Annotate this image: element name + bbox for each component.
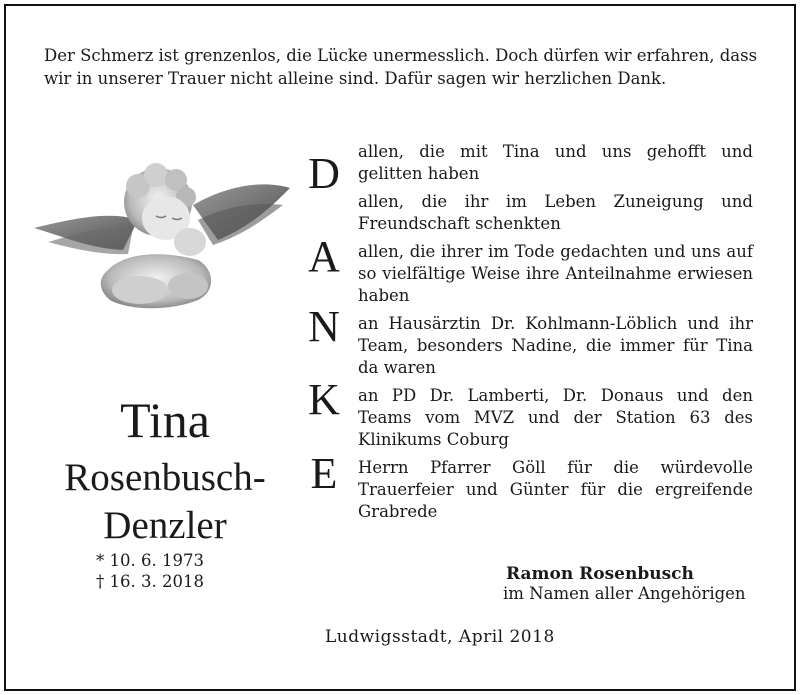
signer-subtitle: im Namen aller Angehörigen xyxy=(503,584,746,603)
danke-letter-e: E xyxy=(310,449,338,498)
place-date: Ludwigsstadt, April 2018 xyxy=(325,627,555,647)
thanks-entry-5: an PD Dr. Lamberti, Dr. Donaus und den Teams vom MVZ und der Station 63 des Klinikums Coburg xyxy=(358,386,753,449)
danke-letter-a: A xyxy=(308,232,340,281)
deceased-last-name-line1: Rosenbusch- xyxy=(64,456,266,499)
thanks-entry-1: allen, die mit Tina und uns gehofft und gelitten haben xyxy=(358,142,753,183)
signer-name: Ramon Rosenbusch xyxy=(506,564,694,584)
thanks-entry-2: allen, die ihr im Leben Zuneigung und Freundschaft schenkten xyxy=(358,192,753,233)
thanks-entry-4: an Hausärztin Dr. Kohlmann-Löblich und ihr Team, besonders Nadine, die immer für Tina da waren xyxy=(358,314,753,377)
deceased-last-name-line2: Denzler xyxy=(103,504,227,547)
intro-text: Der Schmerz ist grenzenlos, die Lücke unermesslich. Doch dürfen wir erfahren, dass wir in unserer Trauer nicht alleine sind. Dafür sagen wir herzlichen Dank. xyxy=(44,46,758,88)
birth-date: * 10. 6. 1973 xyxy=(96,551,204,570)
death-date: † 16. 3. 2018 xyxy=(96,572,204,591)
deceased-first-name: Tina xyxy=(120,392,210,448)
life-dates xyxy=(96,550,204,592)
danke-letter-n: N xyxy=(308,302,340,351)
thanks-entry-3: allen, die ihrer im Tode gedachten und uns auf so vielfältige Weise ihre Anteilnahme erwiesen haben xyxy=(358,242,753,305)
danke-letter-k: K xyxy=(308,375,340,424)
angel-cherub-icon xyxy=(28,150,298,320)
thanks-entry-6: Herrn Pfarrer Göll für die würdevolle Trauerfeier und Günter für die ergreifende Grabrede xyxy=(358,458,753,521)
danke-letter-d: D xyxy=(308,149,340,198)
